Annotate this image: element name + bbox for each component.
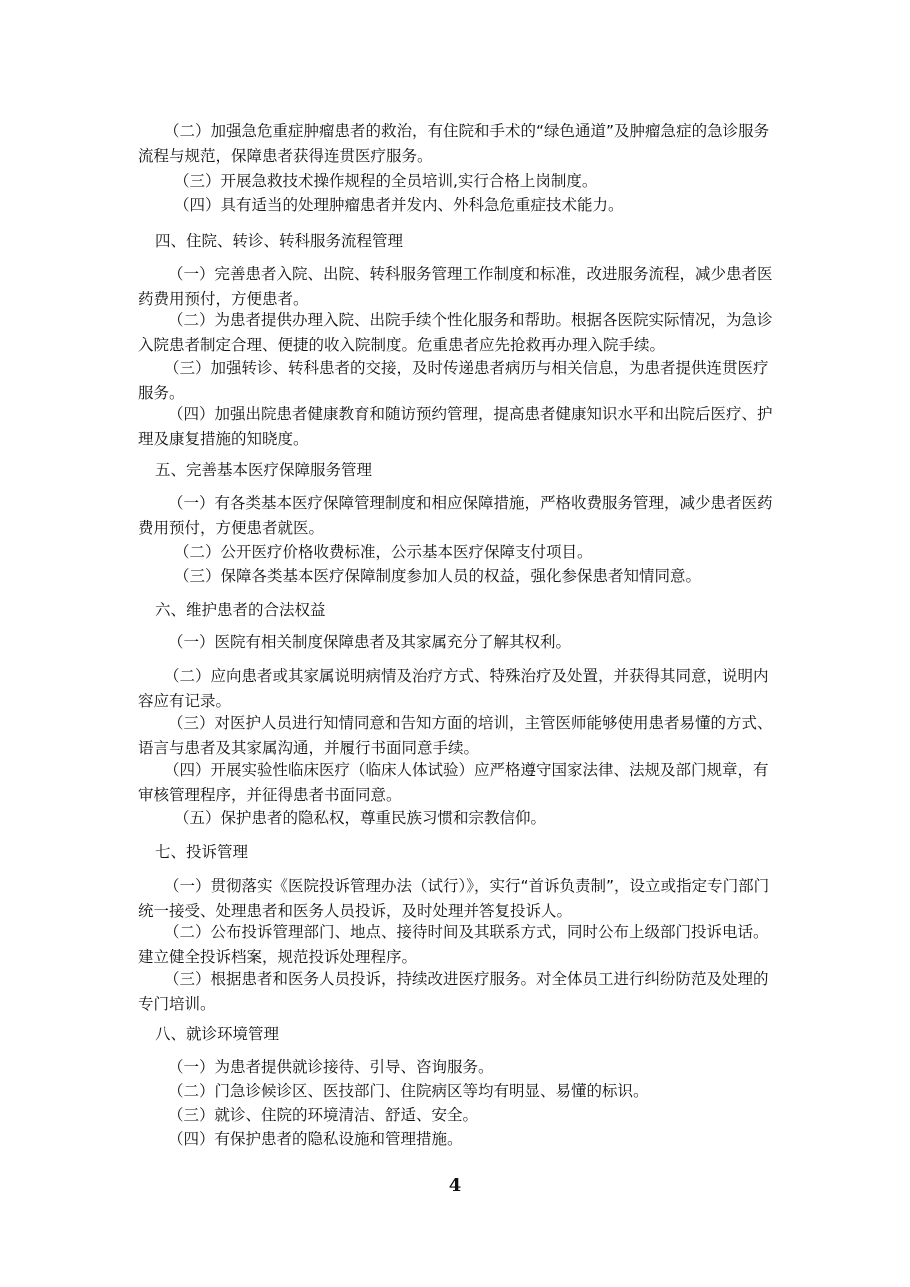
paragraph: （一）医院有相关制度保障患者及其家属充分了解其权利。 (168, 633, 572, 651)
paragraph: （二）为患者提供办理入院、出院手续个性化服务和帮助。根据各医院实际情况，为急诊入院患者制定合理、便捷的收入院制度。危重患者应先抢救再办理入院手续。 (138, 311, 773, 354)
paragraph: （二）公布投诉管理部门、地点、接待时间及其联系方式，同时公布上级部门投诉电话。建立健全投诉档案，规范投诉处理程序。 (138, 923, 769, 966)
section-heading: 七、投诉管理 (155, 843, 249, 861)
paragraph: （一）有各类基本医疗保障管理制度和相应保障措施，严格收费服务管理，减少患者医药费用预付，方便患者就医。 (138, 494, 773, 537)
paragraph: （四）具有适当的处理肿瘤患者并发内、外科急危重症技术能力。 (174, 196, 624, 214)
paragraph: （二）应向患者或其家属说明病情及治疗方式、特殊治疗及处置，并获得其同意，说明内容应有记录。 (138, 667, 769, 710)
section-heading: 五、完善基本医疗保障服务管理 (155, 461, 373, 479)
paragraph: （一）为患者提供就诊接待、引导、咨询服务。 (168, 1058, 494, 1076)
page-number: 4 (448, 1175, 462, 1196)
paragraph: （四）开展实验性临床医疗（临床人体试验）应严格遵守国家法律、法规及部门规章，有审核管理程序，并征得患者书面同意。 (138, 761, 769, 804)
paragraph: （三）加强转诊、转科患者的交接，及时传递患者病历与相关信息，为患者提供连贯医疗服务。 (138, 359, 769, 402)
paragraph: （四）有保护患者的隐私设施和管理措施。 (168, 1130, 463, 1148)
paragraph: （三）就诊、住院的环境清洁、舒适、安全。 (168, 1106, 479, 1124)
section-heading: 六、维护患者的合法权益 (155, 601, 326, 619)
paragraph: （三）根据患者和医务人员投诉，持续改进医疗服务。对全体员工进行纠纷防范及处理的专门培训。 (138, 970, 769, 1013)
paragraph: （五）保护患者的隐私权，尊重民族习惯和宗教信仰。 (174, 809, 547, 827)
section-heading: 八、就诊环境管理 (155, 1025, 280, 1043)
paragraph: （三）对医护人员进行知情同意和告知方面的培训，主管医师能够使用患者易懂的方式、语言与患者及其家属沟通，并履行书面同意手续。 (138, 714, 773, 757)
paragraph: （四）加强出院患者健康教育和随访预约管理，提高患者健康知识水平和出院后医疗、护理及康复措施的知晓度。 (138, 405, 773, 448)
paragraph: （二）加强急危重症肿瘤患者的救治，有住院和手术的“绿色通道”及肿瘤急症的急诊服务流程与规范，保障患者获得连贯医疗服务。 (138, 122, 770, 165)
paragraph: （二）门急诊候诊区、医技部门、住院病区等均有明显、易懂的标识。 (168, 1082, 649, 1100)
section-heading: 四、住院、转诊、转科服务流程管理 (155, 232, 404, 250)
paragraph: （一）完善患者入院、出院、转科服务管理工作制度和标准，改进服务流程，减少患者医药费用预付，方便患者。 (138, 265, 773, 308)
paragraph: （二）公开医疗价格收费标准，公示基本医疗保障支付项目。 (174, 543, 593, 561)
paragraph: （三）开展急救技术操作规程的全员培训,实行合格上岗制度。 (174, 172, 598, 190)
paragraph: （一）贯彻落实《医院投诉管理办法（试行）》，实行“首诉负责制”，设立或指定专门部门统一接受、处理患者和医务人员投诉，及时处理并答复投诉人。 (138, 877, 770, 920)
paragraph: （三）保障各类基本医疗保障制度参加人员的权益，强化参保患者知情同意。 (174, 567, 702, 585)
